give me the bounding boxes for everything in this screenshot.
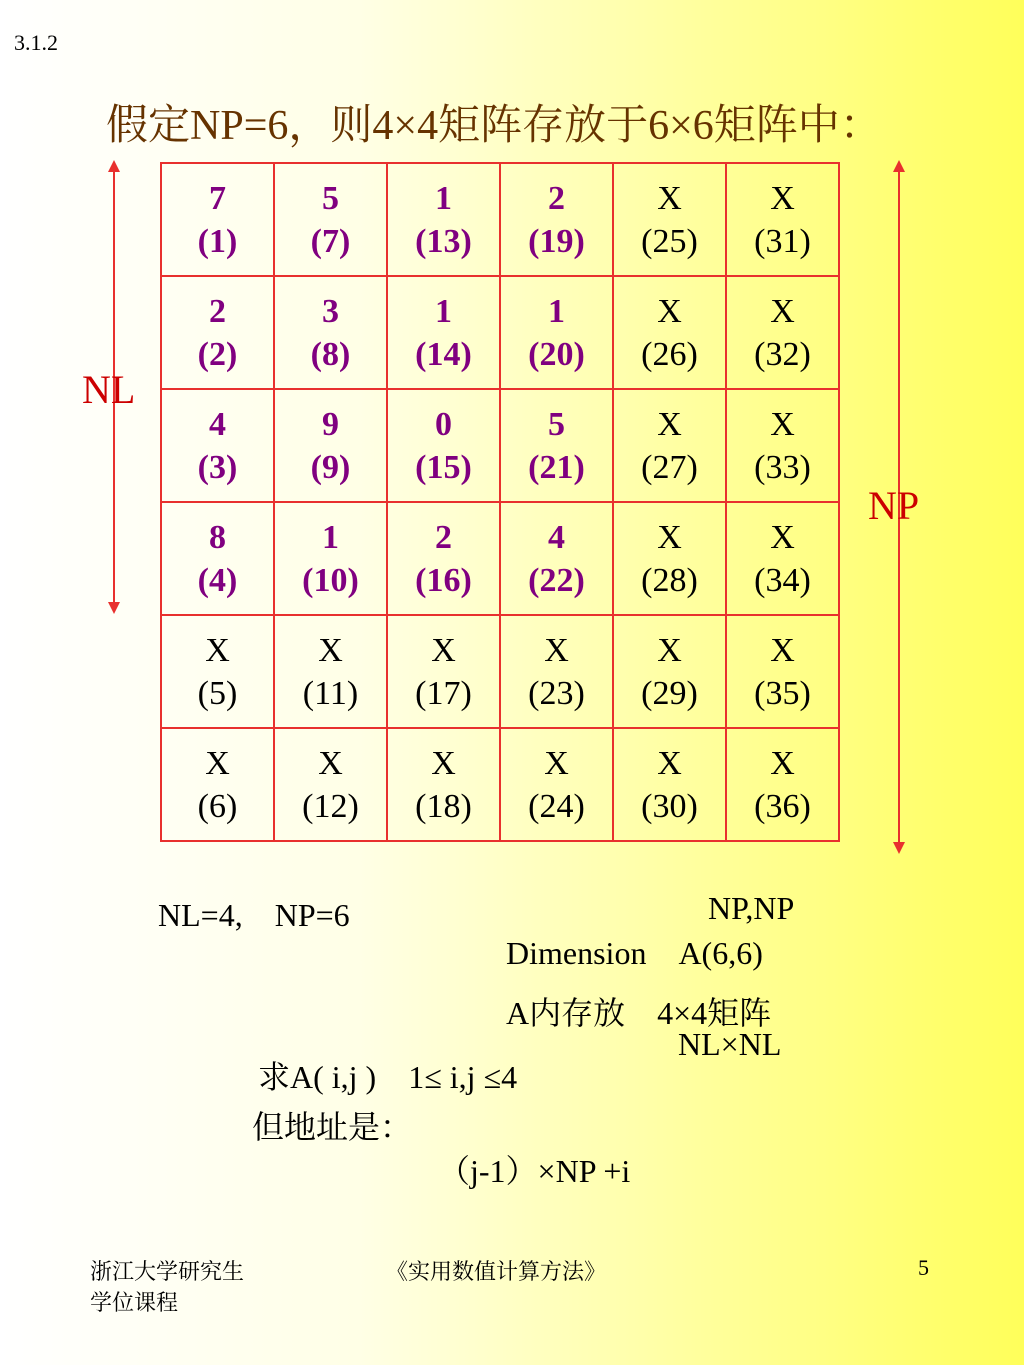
matrix-row (161, 615, 839, 728)
matrix-cell-stored (274, 276, 387, 389)
seek-statement: 求A( i,j ) 1≤ i,j ≤4 (258, 1059, 518, 1095)
matrix-cell-unused (726, 389, 839, 502)
np-label: NP (868, 483, 920, 528)
cell-value: 4 (209, 405, 226, 443)
matrix-cell-stored (500, 389, 613, 502)
cell-storage-index: (7) (310, 222, 351, 260)
cell-storage-index: (30) (641, 787, 698, 825)
matrix-cell-unused (726, 163, 839, 276)
cell-storage-index: (29) (641, 674, 698, 712)
cell-value: 2 (548, 179, 565, 217)
cell-value: X (657, 179, 682, 217)
cell-storage-index: (18) (415, 787, 472, 825)
cell-value: X (770, 405, 795, 443)
matrix-cell-stored (500, 276, 613, 389)
matrix-cell-unused (726, 728, 839, 841)
matrix-cell-stored (500, 163, 613, 276)
nl-arrow-bottom-icon (108, 602, 120, 614)
cell-value: 1 (322, 518, 339, 556)
cell-value: X (657, 518, 682, 556)
cell-storage-index: (13) (415, 222, 472, 260)
cell-storage-index: (27) (641, 448, 698, 486)
matrix-cell-unused (726, 502, 839, 615)
cell-storage-index: (22) (528, 561, 585, 599)
cell-storage-index: (23) (528, 674, 585, 712)
dimension-statement: Dimension A(6,6) (506, 935, 763, 971)
cell-value: X (770, 631, 795, 669)
cell-value: X (770, 518, 795, 556)
cell-value: X (431, 744, 456, 782)
cell-storage-index: (24) (528, 787, 585, 825)
cell-value: 2 (209, 292, 226, 330)
footer-course-type: 学位课程 (90, 1290, 179, 1315)
matrix-cell-unused (613, 502, 726, 615)
cell-value: X (657, 744, 682, 782)
cell-value: X (544, 744, 569, 782)
cell-storage-index: (2) (197, 335, 238, 373)
cell-storage-index: (14) (415, 335, 472, 373)
cell-value: 1 (435, 179, 452, 217)
cell-value: 3 (322, 292, 339, 330)
cell-storage-index: (16) (415, 561, 472, 599)
matrix-cell-stored (161, 389, 274, 502)
cell-value: 1 (435, 292, 452, 330)
cell-value: 1 (548, 292, 565, 330)
cell-value: 8 (209, 518, 226, 556)
cell-storage-index: (11) (302, 674, 359, 712)
matrix-cell-unused (500, 728, 613, 841)
cell-storage-index: (28) (641, 561, 698, 599)
cell-value: X (770, 292, 795, 330)
matrix-cell-unused (613, 276, 726, 389)
np-arrow-bottom-icon (893, 842, 905, 854)
nl-label: NL (82, 367, 136, 412)
cell-storage-index: (32) (754, 335, 811, 373)
cell-storage-index: (9) (310, 448, 351, 486)
cell-storage-index: (6) (197, 787, 238, 825)
cell-storage-index: (21) (528, 448, 585, 486)
address-formula: （j-1）×NP +i (438, 1153, 631, 1189)
cell-storage-index: (8) (310, 335, 351, 373)
cell-value: X (205, 631, 230, 669)
matrix-cell-unused (387, 728, 500, 841)
matrix-row (161, 728, 839, 841)
matrix-cell-unused (726, 615, 839, 728)
matrix-cell-unused (500, 615, 613, 728)
matrix-cell-unused (161, 615, 274, 728)
matrix-cell-stored (274, 389, 387, 502)
slide-title: 假定NP=6，则4×4矩阵存放于6×6矩阵中： (106, 103, 882, 149)
matrix-cell-unused (613, 728, 726, 841)
matrix-cell-stored (274, 163, 387, 276)
matrix-cell-stored (387, 502, 500, 615)
cell-storage-index: (33) (754, 448, 811, 486)
matrix-cell-unused (274, 728, 387, 841)
cell-value: 5 (548, 405, 565, 443)
cell-storage-index: (31) (754, 222, 811, 260)
cell-value: 0 (435, 405, 452, 443)
cell-value: X (770, 744, 795, 782)
cell-storage-index: (15) (415, 448, 472, 486)
matrix-cell-stored (387, 276, 500, 389)
address-prefix: 但地址是： (252, 1109, 413, 1145)
cell-storage-index: (36) (754, 787, 811, 825)
matrix-row (161, 276, 839, 389)
cell-value: X (657, 292, 682, 330)
np-np-label: NP,NP (708, 890, 795, 926)
cell-storage-index: (20) (528, 335, 585, 373)
matrix-cell-unused (613, 389, 726, 502)
cell-value: X (431, 631, 456, 669)
matrix-row (161, 502, 839, 615)
nl-nl-label: NL×NL (678, 1026, 782, 1062)
matrix-cell-unused (161, 728, 274, 841)
matrix-cell-unused (274, 615, 387, 728)
nl-np-values: NL=4, NP=6 (158, 897, 350, 933)
cell-storage-index: (12) (302, 787, 359, 825)
matrix-cell-unused (726, 276, 839, 389)
cell-storage-index: (17) (415, 674, 472, 712)
cell-value: 7 (209, 179, 226, 217)
storage-matrix (160, 162, 840, 842)
cell-value: X (770, 179, 795, 217)
cell-storage-index: (26) (641, 335, 698, 373)
matrix-cell-stored (274, 502, 387, 615)
footer-page-number: 5 (918, 1255, 929, 1280)
footer-university: 浙江大学研究生 (90, 1259, 245, 1284)
matrix-cell-stored (161, 502, 274, 615)
cell-storage-index: (1) (197, 222, 238, 260)
cell-value: X (205, 744, 230, 782)
cell-storage-index: (3) (197, 448, 238, 486)
matrix-row (161, 389, 839, 502)
cell-value: 2 (435, 518, 452, 556)
matrix-cell-unused (613, 615, 726, 728)
footer-book-title: 《实用数值计算方法》 (386, 1259, 607, 1284)
matrix-row (161, 163, 839, 276)
cell-value: X (318, 631, 343, 669)
cell-value: 9 (322, 405, 339, 443)
cell-storage-index: (35) (754, 674, 811, 712)
matrix-cell-stored (161, 163, 274, 276)
storage-statement: A内存放 4×4矩阵 (506, 995, 772, 1031)
matrix-cell-stored (161, 276, 274, 389)
matrix-cell-stored (387, 163, 500, 276)
cell-value: X (544, 631, 569, 669)
cell-value: X (318, 744, 343, 782)
cell-storage-index: (5) (197, 674, 238, 712)
cell-storage-index: (34) (754, 561, 811, 599)
cell-value: 4 (548, 518, 565, 556)
cell-value: 5 (322, 179, 339, 217)
cell-storage-index: (10) (302, 561, 359, 599)
matrix-cell-unused (613, 163, 726, 276)
matrix-cell-stored (387, 389, 500, 502)
cell-value: X (657, 405, 682, 443)
section-number: 3.1.2 (14, 30, 58, 55)
cell-value: X (657, 631, 682, 669)
matrix-cell-unused (387, 615, 500, 728)
matrix-cell-stored (500, 502, 613, 615)
cell-storage-index: (25) (641, 222, 698, 260)
cell-storage-index: (19) (528, 222, 585, 260)
cell-storage-index: (4) (197, 561, 238, 599)
